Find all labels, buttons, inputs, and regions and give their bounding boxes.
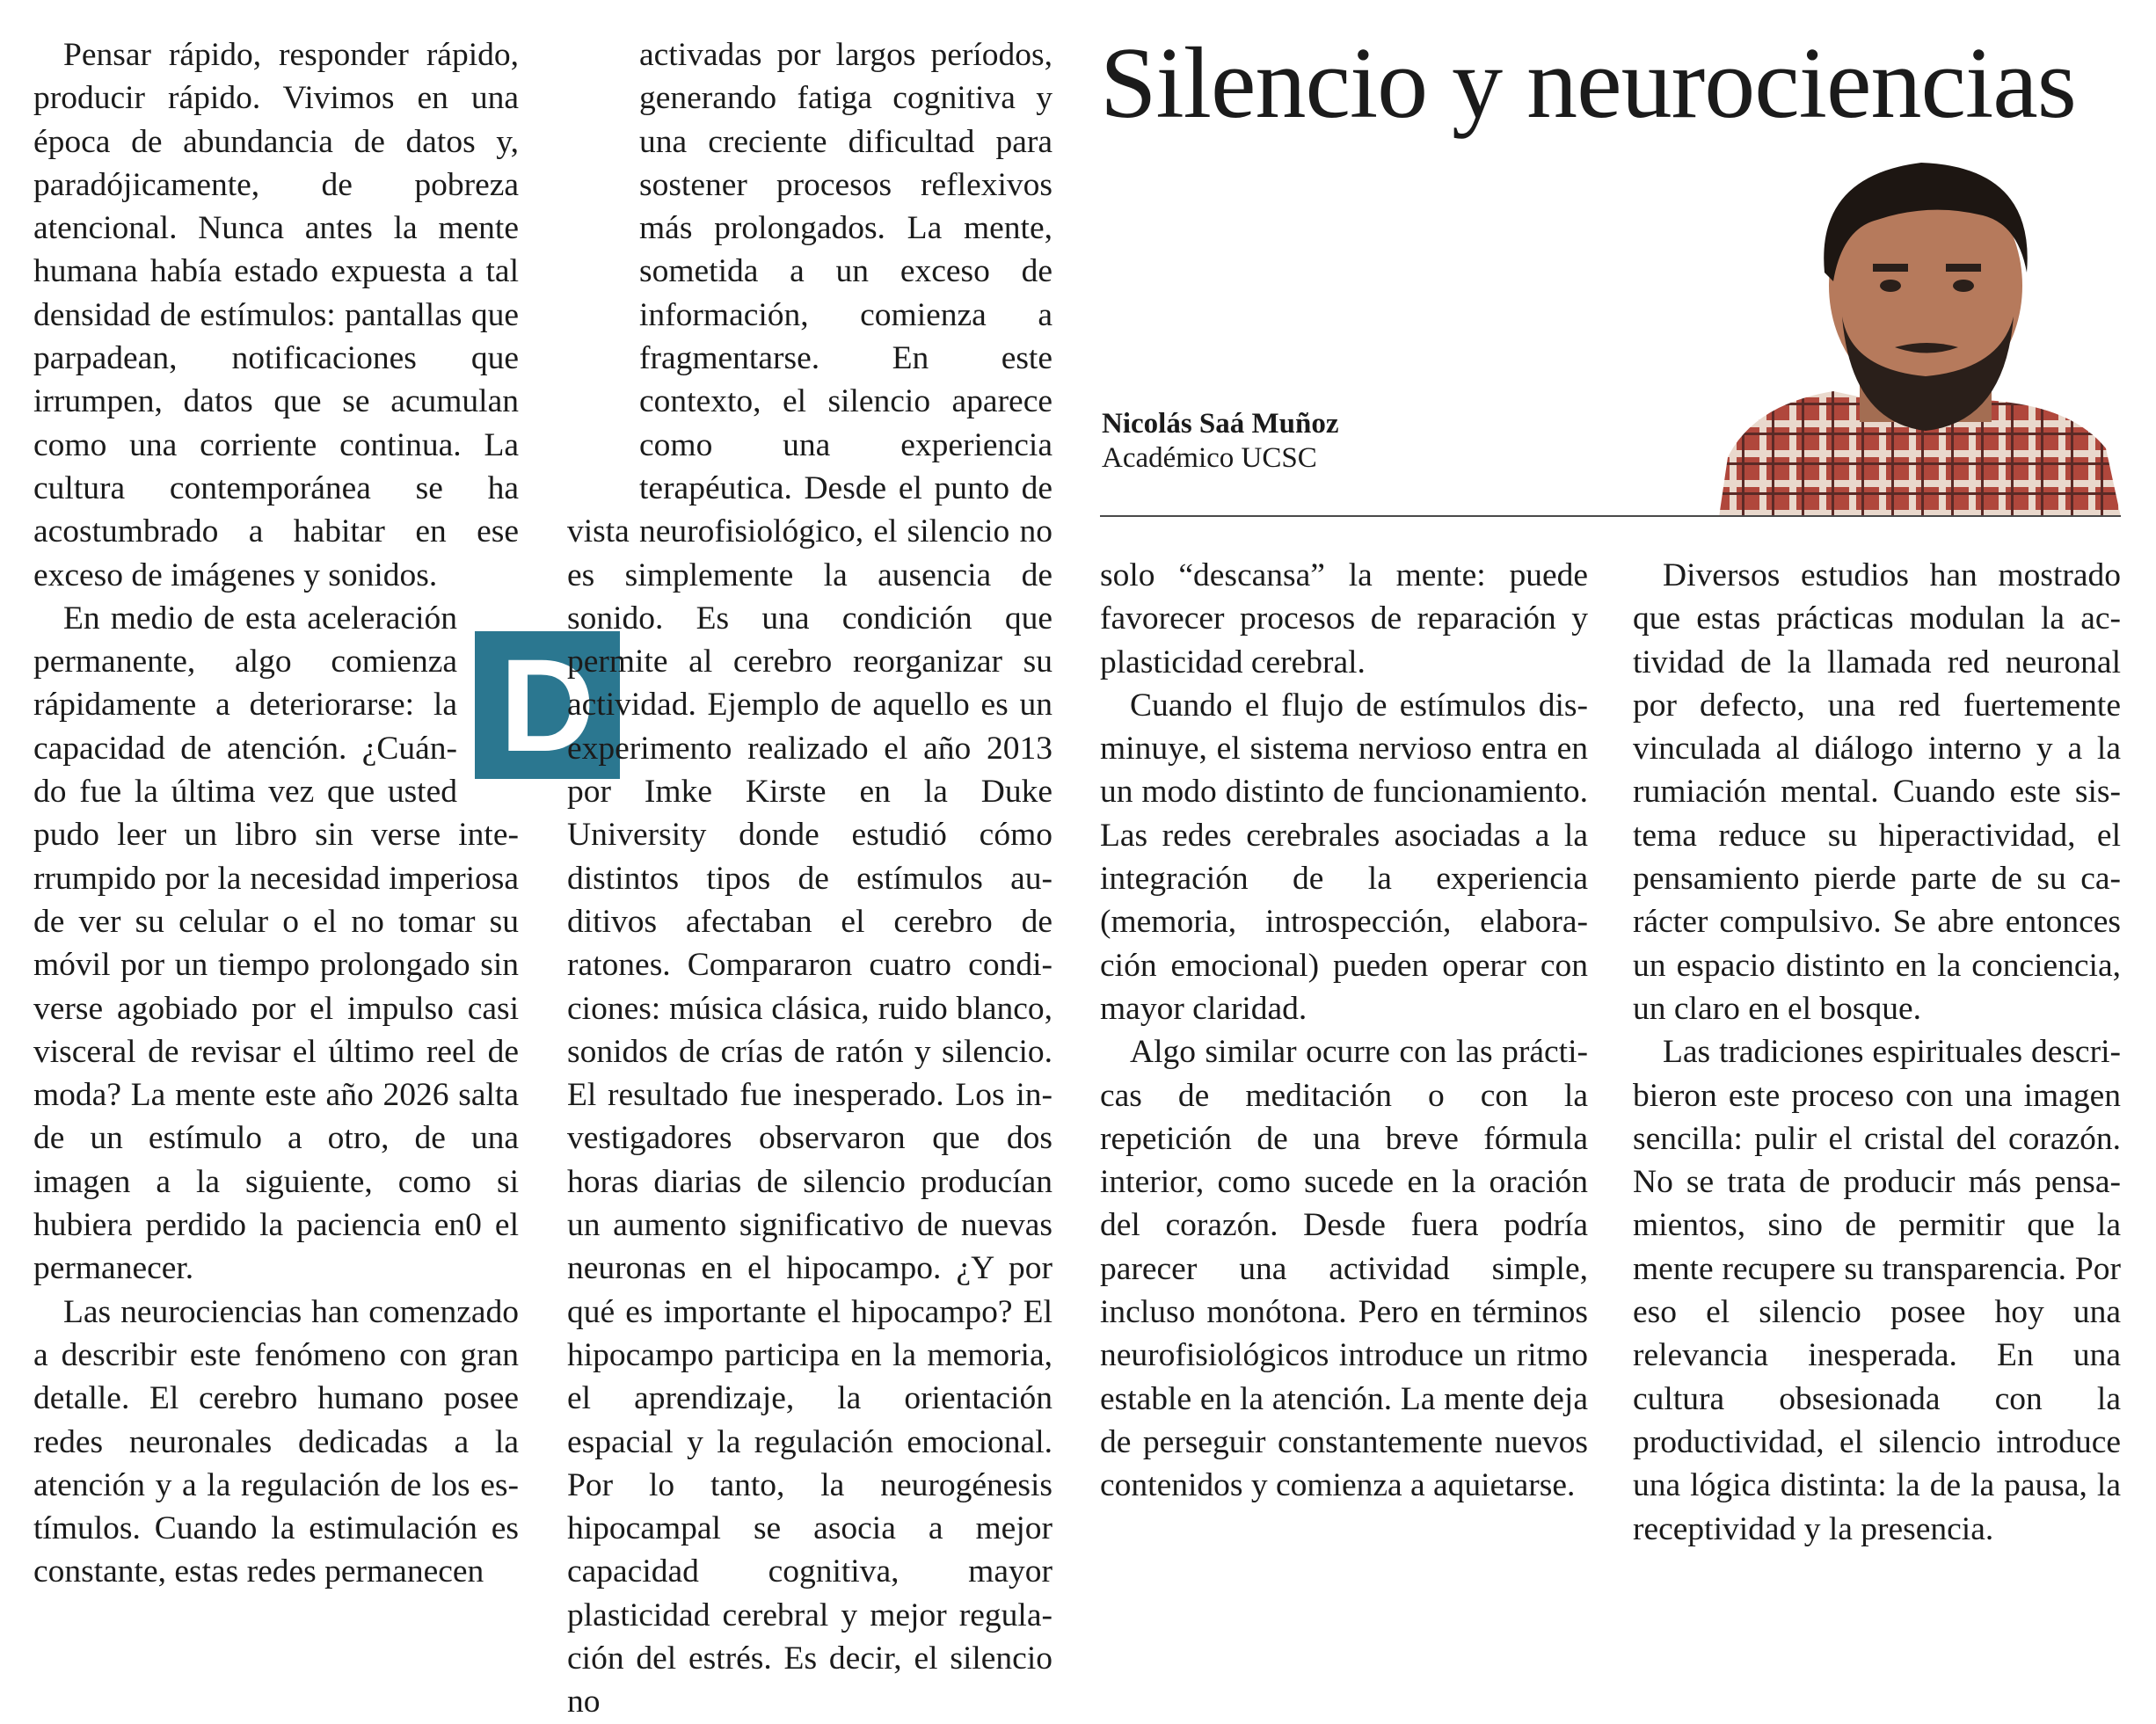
paragraph: Cuando el flujo de estímulos disminuye, el sistema nervioso entra en un modo distinto de funcionamiento. Las redes cerebrales asociadas a la integración de la experiencia (memoria, introspección, elaboración emocional) pueden operar con mayor claridad.	[1100, 687, 1588, 1027]
paragraph: Pensar rápido, responder rápido, producir rápido. Vivimos en una época de abundancia de datos y, paradójicamente, de pobreza atencional. Nunca antes la mente humana había estado expuesta a tal densidad de estímulos: pantallas que parpadean, notificaciones que irrumpen, datos que se acumulan como una corriente continua. La cultura contemporánea se ha acostumbrado a habitar en ese exceso de imágenes y sonidos.	[33, 37, 519, 593]
paragraph	[567, 33, 1053, 1724]
author-name: Nicolás Saá Muñoz	[1102, 408, 1339, 440]
drop-cap: D	[475, 631, 620, 779]
paragraph: Algo similar ocurre con las prácticas de meditación o con la repetición de una breve fórmula interior, como sucede en la oración del corazón. Desde fuera podría parecer una actividad simple, incluso monótona. Pero en términos neurofisiológicos introduce un ritmo estable en la atención. La mente deja de perseguir constantemente nuevos contenidos y comienza a aquietarse.	[1100, 1034, 1588, 1504]
paragraph: Las tradiciones espirituales describieron este proceso con una imagen sencilla: pulir el cristal del corazón. No se trata de producir más pensamientos, sino de permitir que la mente recupere su transparencia. Por eso el silencio posee hoy una relevancia inesperada. En una cultura obsesionada con la productividad, el silencio introduce una lógica distinta: la de la pausa, la receptividad y la presencia.	[1633, 1034, 2121, 1547]
paragraph	[33, 597, 519, 1291]
drop-cap-space	[457, 597, 519, 773]
author-photo	[1719, 141, 2121, 517]
paragraph-text: En medio de esta aceleración permanente, algo comienza rápidamente a deteriorarse: la capacidad de atención. ¿Cuándo fue la última vez que usted pudo leer un libro sin verse interrumpido por la necesidad imperiosa de ver su celular o el no tomar su móvil por un tiempo prolongado sin verse agobiado por el impulso casi visceral de revisar el último reel de moda? La mente este año 2026 salta de un estímulo a otro, de una imagen a la siguiente, como si hubiera perdido la paciencia en0 el permanecer.	[33, 600, 519, 1287]
paragraph-text: activadas por largos períodos, generando fatiga cognitiva y una creciente dificultad para sostener procesos reflexivos más prolongados. La mente, sometida a un exceso de información, comienza a fragmentarse. En este contexto, el silencio aparece como una experiencia terapéutica. Desde el punto de vista neurofisiológico, el silencio no es simplemente la ausencia de sonido. Es una condición que permite al cerebro reorganizar su actividad. Ejemplo de aquello es un experimento realizado el año 2013 por Imke Kirste en la Duke University donde estudió cómo distintos tipos de estímulos auditivos afectaban el cerebro de ratones. Compararon cuatro condiciones: música clásica, ruido blanco, sonidos de crías de ratón y silencio. El resultado fue inesperado. Los investigadores observaron que dos horas diarias de silencio producían un aumento significativo de nuevas neuronas en el hipocampo. ¿Y por qué es importante el hipocampo? El hipocampo participa en la memoria, el aprendizaje, la orientación espacial y la regulación emocional. Por lo tanto, la neurogénesis hipocampal se asocia a mejor capacidad cognitiva, mayor plasticidad cerebral y mejor regulación del estrés. Es decir, el silencio no	[567, 37, 1053, 1720]
author-role: Académico UCSC	[1102, 442, 1317, 474]
article-title: Silencio y neurociencias	[1100, 27, 2076, 140]
column-2	[567, 33, 1053, 1724]
paragraph: Diversos estudios han mostrado que estas prácticas modulan la actividad de la llamada red neuronal por defecto, una red fuertemente vinculada al diálogo interno y a la rumiación mental. Cuando este sistema reduce su hiperactividad, el pensamiento pierde parte de su carácter compulsivo. Se abre entonces un espacio distinto en la conciencia, un claro en el bosque.	[1633, 557, 2121, 1027]
drop-cap-space	[567, 295, 639, 471]
column-3	[1100, 554, 1588, 1508]
paragraph: solo “descansa” la mente: puede favorecer procesos de reparación y plasticidad cerebral.	[1100, 557, 1588, 680]
paragraph: Las neurociencias han comenzado a describir este fenómeno con gran detalle. El cerebro humano posee redes neuronales dedicadas a la atención y a la regulación de los estímulos. Cuando la estimulación es constante, estas redes permanecen	[33, 1293, 519, 1590]
header-divider	[1100, 515, 2121, 517]
column-1	[33, 33, 519, 1594]
author-portrait-illustration	[1719, 141, 2121, 517]
column-4	[1633, 554, 2121, 1551]
